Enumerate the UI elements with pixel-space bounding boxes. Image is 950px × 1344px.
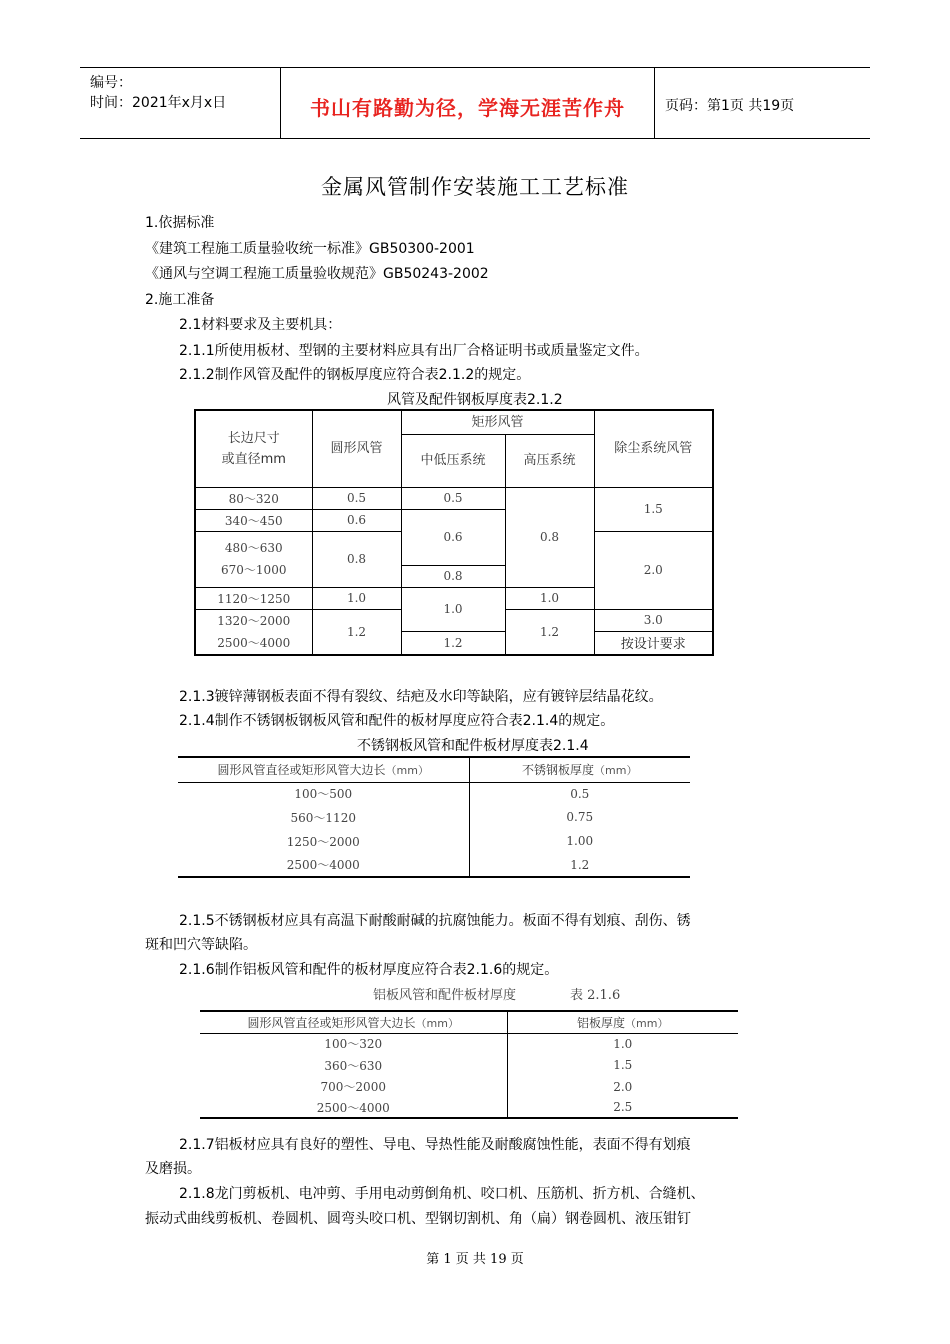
table-header-cell: 高压系统 xyxy=(505,434,594,487)
table-cell: 1.2 xyxy=(469,853,690,877)
table-cell: 0.75 xyxy=(469,805,690,829)
header-text: 圆形风管直径或矩形风管大边长 xyxy=(217,763,386,778)
table-cell: 0.8 xyxy=(312,531,401,587)
table-row xyxy=(200,1076,738,1097)
header-slogan-cell xyxy=(281,68,655,138)
section-heading: 2.施工准备 xyxy=(145,292,215,308)
table-row xyxy=(178,805,690,829)
table-cell xyxy=(195,531,312,587)
table-row xyxy=(178,853,690,877)
table-header-cell: 矩形风管 xyxy=(401,410,594,434)
steel-thickness-table xyxy=(194,409,714,656)
document-number-label: 编号： xyxy=(90,75,132,91)
table-cell: 3.0 xyxy=(594,609,713,632)
table-cell: 1250～2000 xyxy=(286,834,360,849)
header-text: 圆形风管直径或矩形风管大边长 xyxy=(247,1015,416,1030)
header-unit: （mm） xyxy=(594,764,638,778)
table-cell: 0.6 xyxy=(312,509,401,531)
table-cell: 0.5 xyxy=(401,487,505,509)
paragraph-line: 振动式曲线剪板机、卷圆机、圆弯头咬口机、型钢切割机、角（扁）钢卷圆机、液压钳钉 xyxy=(145,1211,691,1227)
document-date-label: 时间：2021年x月x日 xyxy=(90,95,227,111)
paragraph-line: 2.1.2制作风管及配件的钢板厚度应符合表2.1.2的规定。 xyxy=(179,367,531,383)
table-header-cell xyxy=(195,410,312,487)
table-header-cell: 中低压系统 xyxy=(401,434,505,487)
header-unit: （mm） xyxy=(385,764,429,778)
cell-text: 670～1000 xyxy=(221,563,287,577)
table-row xyxy=(178,782,690,805)
table-cell: 0.5 xyxy=(469,782,690,805)
cell-text: 1320～2000 xyxy=(217,613,291,628)
header-unit: （mm） xyxy=(415,1016,459,1030)
table-cell: 1.0 xyxy=(507,1033,738,1054)
table-row xyxy=(200,1054,738,1076)
table-cell: 80～320 xyxy=(195,487,312,509)
table-cell: 1.5 xyxy=(507,1054,738,1076)
table-cell: 1.00 xyxy=(469,829,690,853)
paragraph-line: 2.1.5不锈钢板材应具有高温下耐酸耐碱的抗腐蚀能力。板面不得有划痕、刮伤、锈 xyxy=(179,913,691,929)
table-cell: 1.0 xyxy=(312,587,401,609)
paragraph-line: 2.1.7铝板材应具有良好的塑性、导电、导热性能及耐酸腐蚀性能，表面不得有划痕 xyxy=(179,1137,691,1153)
header-text: 不锈钢板厚度 xyxy=(522,763,595,778)
table-cell: 1.0 xyxy=(401,587,505,632)
header-page-info: 页码：第1页 共19页 xyxy=(665,98,795,114)
table-cell: 0.8 xyxy=(401,565,505,587)
table-cell xyxy=(195,609,312,655)
header-meta-cell xyxy=(80,68,281,138)
table-cell: 2500～4000 xyxy=(316,1100,390,1115)
table-cell: 0.8 xyxy=(505,487,594,587)
header-unit: （mm） xyxy=(625,1016,669,1030)
table-cell: 560～1120 xyxy=(290,810,356,825)
table-cell: 340～450 xyxy=(195,509,312,531)
table-cell: 2500～4000 xyxy=(286,858,360,872)
table-header-cell xyxy=(200,1011,507,1033)
table-header-cell: 圆形风管 xyxy=(312,410,401,487)
header-text: 铝板厚度 xyxy=(577,1015,626,1030)
table-cell: 1.2 xyxy=(401,632,505,655)
table-cell: 按设计要求 xyxy=(594,632,713,655)
paragraph-line: 《通风与空调工程施工质量验收规范》GB50243-2002 xyxy=(145,266,489,282)
table-row xyxy=(178,829,690,853)
paragraph-line: 2.1.4制作不锈钢板钢板风管和配件的板材厚度应符合表2.1.4的规定。 xyxy=(179,713,615,729)
table-cell: 2.5 xyxy=(507,1097,738,1118)
table-cell: 1.5 xyxy=(594,487,713,531)
table-cell: 100～500 xyxy=(294,787,353,802)
table-cell: 1.2 xyxy=(505,609,594,655)
table-caption: 风管及配件钢板厚度表2.1.2 xyxy=(387,392,563,408)
paragraph-line: 2.1.3镀锌薄钢板表面不得有裂纹、结疤及水印等缺陷，应有镀锌层结晶花纹。 xyxy=(179,689,663,705)
table-cell: 1.0 xyxy=(505,587,594,609)
table-caption: 铝板风管和配件板材厚度 xyxy=(373,988,517,1003)
table-cell: 360～630 xyxy=(324,1058,383,1073)
paragraph-line: 2.1.8龙门剪板机、电冲剪、手用电动剪倒角机、咬口机、压筋机、折方机、合缝机、 xyxy=(179,1186,705,1202)
aluminum-thickness-table xyxy=(200,1010,738,1119)
paragraph-line: 斑和凹穴等缺陷。 xyxy=(145,937,257,953)
table-cell: 1120～1250 xyxy=(195,587,312,609)
table-cell: 0.5 xyxy=(312,487,401,509)
paragraph-line: 2.1材料要求及主要机具： xyxy=(179,317,342,333)
section-heading: 1.依据标准 xyxy=(145,215,215,231)
table-row xyxy=(200,1033,738,1054)
stainless-thickness-table xyxy=(178,756,690,878)
table-number: 表 2.1.6 xyxy=(570,988,621,1003)
cell-text: 480～630 xyxy=(224,541,283,555)
cell-text: 2500～4000 xyxy=(217,635,291,650)
header-text: 或直径mm xyxy=(221,451,286,467)
table-cell: 1.2 xyxy=(312,609,401,655)
header-text: 长边尺寸 xyxy=(227,430,280,446)
paragraph-line: 2.1.6制作铝板风管和配件的板材厚度应符合表2.1.6的规定。 xyxy=(179,962,559,978)
table-cell: 2.0 xyxy=(507,1076,738,1097)
table-row xyxy=(200,1097,738,1118)
table-header-cell xyxy=(507,1011,738,1033)
table-header-cell xyxy=(469,757,690,782)
paragraph-line: 及磨损。 xyxy=(145,1161,201,1177)
paragraph-line: 2.1.1所使用板材、型钢的主要材料应具有出厂合格证明书或质量鉴定文件。 xyxy=(179,343,649,359)
document-title: 金属风管制作安装施工工艺标准 xyxy=(321,175,629,199)
table-header-cell: 除尘系统风管 xyxy=(594,410,713,487)
paragraph-line: 《建筑工程施工质量验收统一标准》GB50300-2001 xyxy=(145,241,475,257)
table-caption: 不锈钢板风管和配件板材厚度表2.1.4 xyxy=(357,738,589,754)
table-header-cell xyxy=(178,757,469,782)
header-slogan: 书山有路勤为径，学海无涯苦作舟 xyxy=(310,96,625,120)
table-cell: 2.0 xyxy=(594,531,713,609)
page-footer: 第 1 页 共 19 页 xyxy=(426,1252,524,1267)
table-cell: 100～320 xyxy=(324,1037,383,1052)
table-cell: 0.6 xyxy=(401,509,505,565)
page-header xyxy=(80,67,870,139)
table-cell: 700～2000 xyxy=(320,1080,386,1094)
